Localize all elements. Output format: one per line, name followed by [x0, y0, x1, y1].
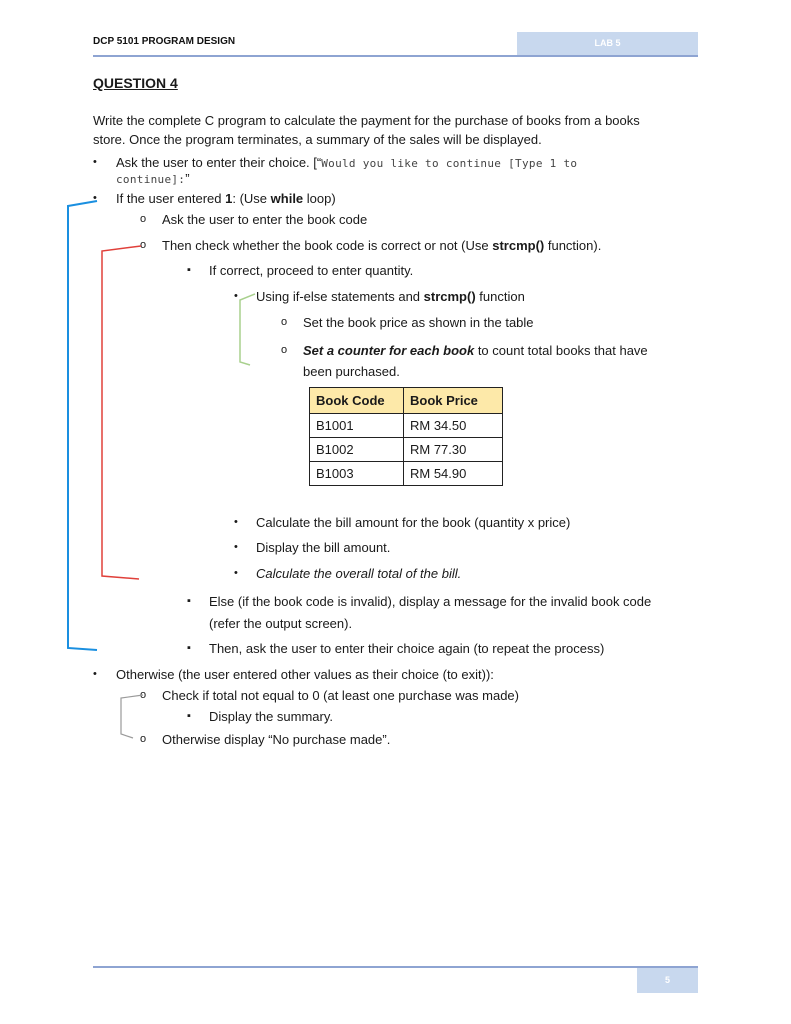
- check-post: function).: [544, 238, 602, 253]
- ask-choice-line-2: [116, 170, 190, 188]
- table-cell: B1001: [310, 414, 404, 438]
- table-cell: B1003: [310, 462, 404, 486]
- bullet-square-icon: ▪: [187, 710, 191, 722]
- if-entered-mid: : (Use: [232, 191, 271, 206]
- red-strcmp-bracket: [102, 246, 141, 579]
- using-strcmp: strcmp(): [423, 289, 476, 304]
- bullet-circle-icon: o: [140, 689, 147, 701]
- check-total: Check if total not equal to 0 (at least one purchase was made): [162, 688, 519, 703]
- using-if-else: [256, 288, 525, 305]
- table-row: [310, 462, 503, 486]
- no-purchase-made: Otherwise display “No purchase made”.: [162, 732, 391, 747]
- calc-bill-amount: Calculate the bill amount for the book (quantity x price): [256, 515, 571, 530]
- set-counter-emphasis: Set a counter for each book: [303, 343, 475, 358]
- table-cell: RM 77.30: [404, 438, 503, 462]
- header-course-title: DCP 5101 PROGRAM DESIGN: [93, 36, 236, 47]
- if-entered-post: loop): [303, 191, 336, 206]
- ask-choice-prefix: Ask the user to enter their choice. [“: [116, 155, 322, 170]
- if-correct: If correct, proceed to enter quantity.: [209, 263, 414, 278]
- bullet-square-icon: ▪: [187, 642, 191, 654]
- using-post: function: [475, 289, 525, 304]
- bullet-square-icon: ▪: [187, 595, 191, 607]
- bullet-circle-icon: o: [140, 733, 147, 745]
- if-entered-one: [116, 190, 336, 207]
- then-ask-again: Then, ask the user to enter their choice again (to repeat the process): [209, 641, 605, 656]
- blue-while-bracket: [68, 201, 97, 650]
- bullet-circle-icon: o: [281, 316, 288, 328]
- footer-rule: [93, 966, 698, 968]
- set-counter-line-2: been purchased.: [303, 364, 400, 379]
- bullet-circle-icon: o: [140, 213, 147, 225]
- header-rule: [93, 55, 698, 57]
- table-row: [310, 414, 503, 438]
- question-title: QUESTION 4: [93, 75, 178, 91]
- else-invalid-line-1: Else (if the book code is invalid), display a message for the invalid book code: [209, 594, 652, 609]
- bullet-dot-icon: •: [93, 156, 97, 168]
- intro-line-2: store. Once the program terminates, a summary of the sales will be displayed.: [93, 132, 542, 147]
- ask-book-code: Ask the user to enter the book code: [162, 212, 368, 227]
- bullet-dot-icon: •: [93, 668, 97, 680]
- otherwise-exit: Otherwise (the user entered other values as their choice (to exit)):: [116, 667, 494, 682]
- table-header-cell: Book Price: [404, 388, 503, 414]
- set-counter-rest: to count total books that have: [474, 343, 648, 358]
- bullet-dot-icon: •: [93, 192, 97, 204]
- table-row: [310, 438, 503, 462]
- intro-line-1: Write the complete C program to calculate the payment for the purchase of books from a books: [93, 113, 640, 128]
- table-cell: RM 54.90: [404, 462, 503, 486]
- display-bill-amount: Display the bill amount.: [256, 540, 391, 555]
- bullet-circle-icon: o: [140, 239, 147, 251]
- header-lab-label: LAB 5: [517, 32, 698, 55]
- using-pre: Using if-else statements and: [256, 289, 424, 304]
- calc-overall-total: Calculate the overall total of the bill.: [256, 566, 462, 581]
- set-book-price: Set the book price as shown in the table: [303, 315, 534, 330]
- if-entered-pre: If the user entered: [116, 191, 226, 206]
- display-summary: Display the summary.: [209, 709, 334, 724]
- page-number: 5: [637, 968, 698, 993]
- book-price-table: [309, 387, 503, 486]
- bullet-dot-icon: •: [234, 567, 238, 579]
- table-header-cell: Book Code: [310, 388, 404, 414]
- table-header-row: [310, 388, 503, 414]
- bullet-dot-icon: •: [234, 516, 238, 528]
- check-book-code: [162, 237, 601, 254]
- bullet-square-icon: ▪: [187, 264, 191, 276]
- table-cell: RM 34.50: [404, 414, 503, 438]
- bullet-circle-icon: o: [281, 344, 288, 356]
- else-invalid-line-2: (refer the output screen).: [209, 616, 353, 631]
- set-counter-line-1: [303, 342, 648, 359]
- bullet-dot-icon: •: [234, 290, 238, 302]
- ask-choice-suffix: ”: [185, 171, 190, 186]
- if-entered-num: 1: [225, 191, 233, 206]
- green-ifelse-bracket: [240, 294, 255, 365]
- table-cell: B1002: [310, 438, 404, 462]
- ask-choice-prompt-cont: continue]:: [116, 173, 186, 186]
- if-entered-while: while: [270, 191, 304, 206]
- ask-choice-prompt: Would you like to continue [Type 1 to: [321, 157, 578, 170]
- bullet-dot-icon: •: [234, 541, 238, 553]
- check-strcmp: strcmp(): [492, 238, 545, 253]
- check-pre: Then check whether the book code is correct or not (Use: [162, 238, 493, 253]
